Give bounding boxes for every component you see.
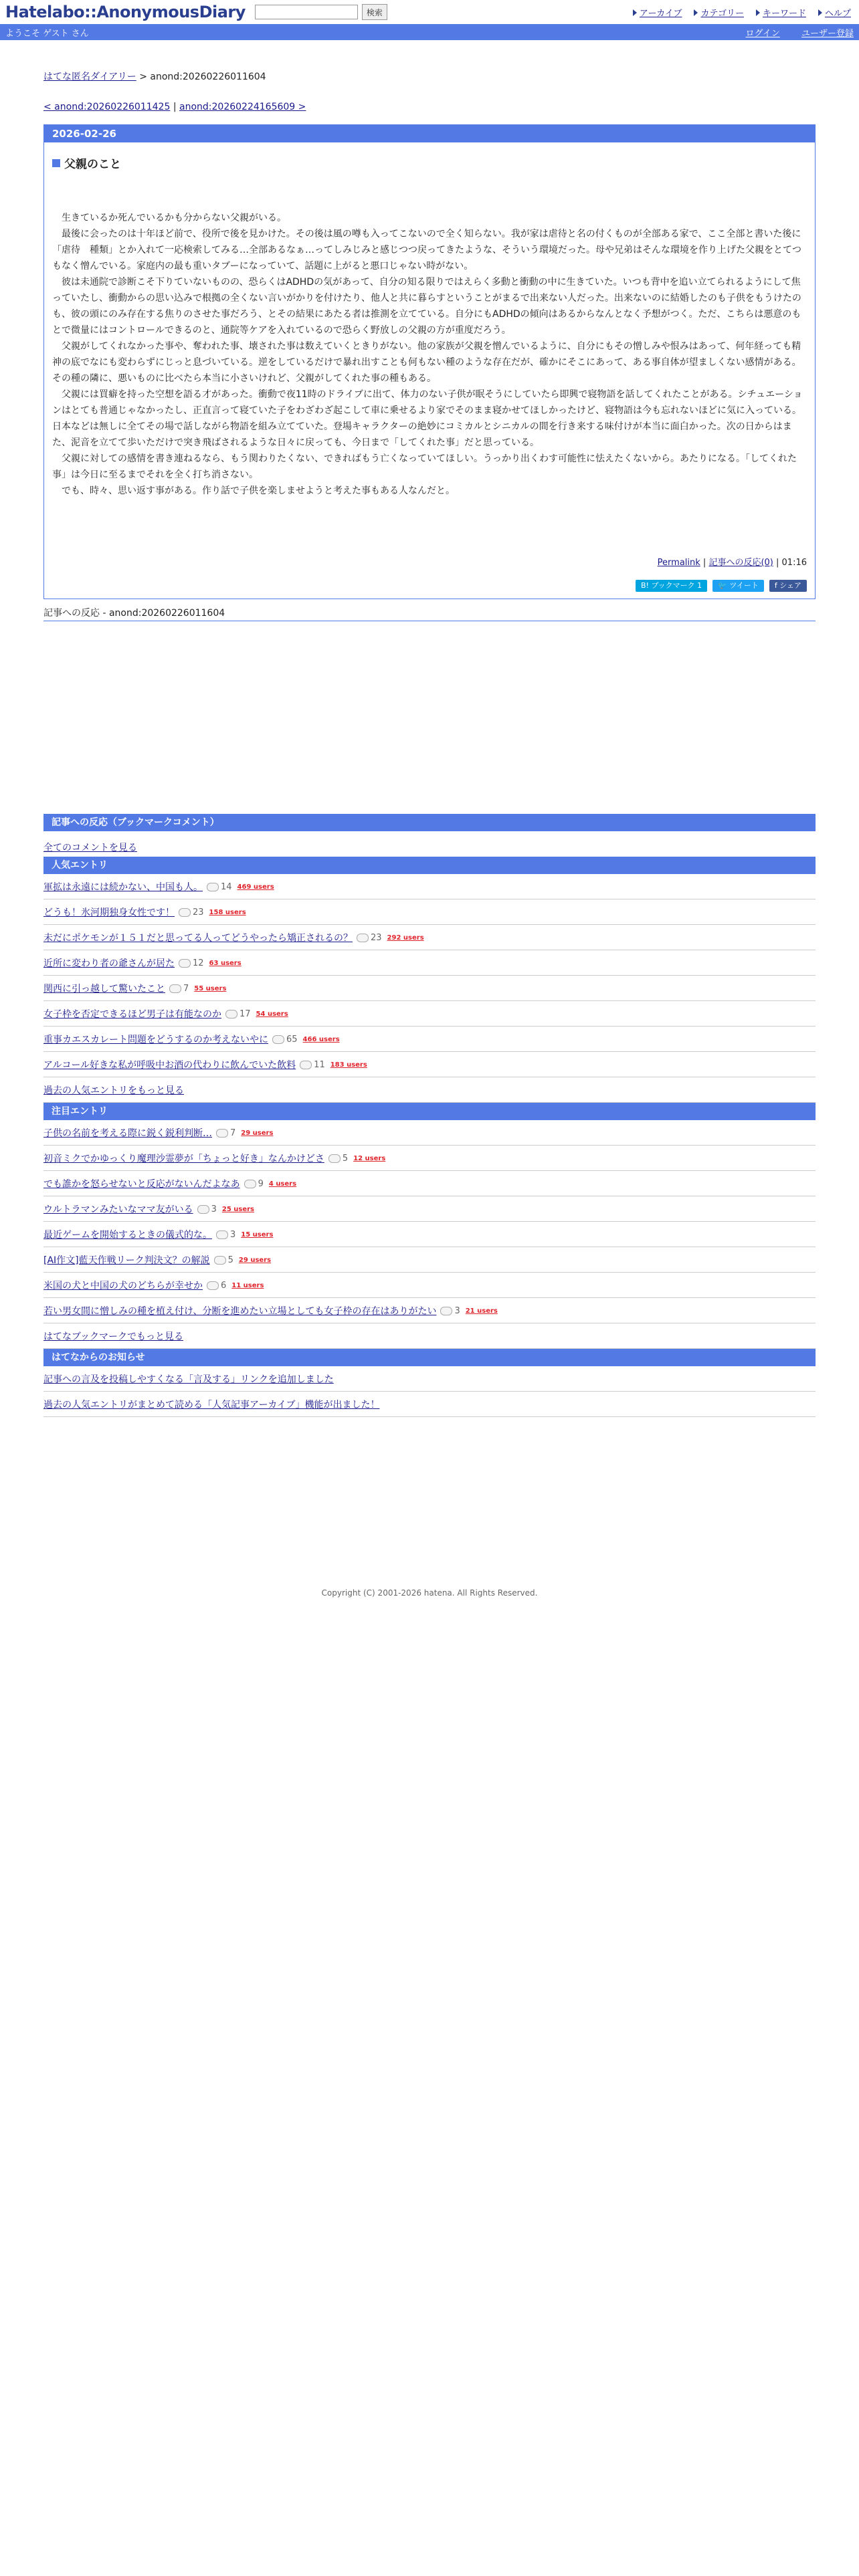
list-item — [43, 1298, 816, 1323]
popular-entries-header: 人気エントリ — [43, 857, 816, 874]
breadcrumb-current: anond:20260226011604 — [150, 72, 266, 82]
search-button[interactable]: 検索 — [362, 4, 387, 20]
entry-paragraph: 生きているか死んでいるかも分からない父親がいる。 — [62, 213, 286, 223]
comment-count-value: 23 — [371, 932, 382, 943]
tweet-label: ツイート — [729, 581, 759, 590]
nav-category[interactable] — [694, 6, 743, 19]
comment-count-value: 23 — [193, 907, 204, 918]
comment-count[interactable] — [225, 1009, 251, 1019]
hatena-news-header: はてなからのお知らせ — [43, 1349, 816, 1366]
list-item — [43, 925, 816, 950]
site-logo[interactable]: Hatelabo::AnonymousDiary — [5, 3, 246, 21]
entry-paragraph: 父親がしてくれなかった事や、奪われた事、壊された事は数えていくときりがない。他の家族が父親を憎んでいるように、自分にもその憎しみや恨みはあって、何年経っても精神の底でなにも変わらずにじっと息づいている。逆をしているだけで暴れ出すことも何もない種のような存在だが、確かにそこにあって、ある事自体が望ましくない感情がある。その種の隣に、悪いものに比べたら本当に小さいけれど、父親がしてくれた事の種もある。 — [52, 341, 801, 384]
users-count-badge[interactable]: 15 users — [241, 1230, 274, 1239]
comment-count-value: 5 — [342, 1153, 349, 1164]
triangle-icon — [694, 9, 698, 16]
list-item — [43, 1273, 816, 1298]
speech-bubble-icon — [440, 1307, 452, 1315]
speech-bubble-icon — [225, 1010, 237, 1018]
twitter-bird-icon: 🐦 — [718, 581, 730, 590]
bookmark-comments-header: 記事への反応（ブックマークコメント） — [43, 814, 816, 831]
search-input[interactable] — [255, 5, 358, 19]
reactions-link[interactable]: 記事への反応(0) — [708, 558, 773, 568]
triangle-icon — [818, 9, 822, 16]
comment-count-value: 3 — [454, 1305, 460, 1316]
list-item — [43, 976, 816, 1001]
notable-entries-header: 注目エントリ — [43, 1103, 816, 1120]
list-item — [43, 1027, 816, 1052]
speech-bubble-icon — [169, 984, 181, 993]
entry-title[interactable] — [52, 154, 807, 171]
twitter-share-button[interactable] — [712, 580, 764, 592]
hatena-bookmark-button[interactable]: B! ブックマーク 1 — [636, 580, 707, 592]
nav-keyword[interactable] — [756, 6, 806, 19]
speech-bubble-icon — [214, 1256, 226, 1265]
users-count-badge[interactable]: 158 users — [209, 908, 246, 916]
entry-paragraph: 最後に会ったのは十年ほど前で、役所で後を見かけた。その後は風の噂も入ってこないので全く知らない。我が家は虐待と名の付くものが全部ある家で、ここ全部と書いた後に「虐待 種類」とか入れて一応検索してみる…全部あるなぁ…ってしみじみと感じつつ戻ってきたような、そういう環境だった。母や兄弟はそんな環境を作り上げた父親をとてつもなく憎んでいる。家庭内の最も重いタブーになっていて、話題に上がると悪口じゃない時がない。 — [52, 229, 801, 272]
speech-bubble-icon — [216, 1129, 228, 1138]
entry-body — [44, 142, 815, 599]
notable-entries-list — [43, 1120, 816, 1323]
comment-count[interactable] — [272, 1035, 298, 1045]
entry-link[interactable]: 未だにポケモンが１５１だと思ってる人ってどうやったら矯正されるの？ — [43, 933, 353, 944]
entry-link[interactable]: 米国の犬と中国の犬のどちらが幸せか — [43, 1281, 203, 1291]
entry-link[interactable]: 近所に変わり者の爺さんが居た — [43, 958, 175, 969]
entry-link[interactable]: 重事カエスカレート問題をどうするのか考えないやに — [43, 1035, 268, 1045]
news-link[interactable]: 過去の人気エントリがまとめて読める「人気記事アーカイブ」機能が出ました！ — [43, 1400, 380, 1410]
list-item — [43, 1247, 816, 1273]
news-item — [43, 1392, 816, 1417]
nav-category-label: カテゴリー — [700, 9, 744, 19]
speech-bubble-icon — [357, 934, 369, 942]
entry-footer: Permalink | 記事への反応(0) | 01:16 — [657, 558, 807, 568]
next-entry-link[interactable]: anond:20260224165609 > — [179, 102, 306, 112]
comment-count[interactable] — [207, 1281, 226, 1291]
nav-help[interactable] — [818, 6, 851, 19]
nav-keyword-label: キーワード — [762, 9, 806, 19]
comment-count-value: 3 — [230, 1229, 236, 1240]
speech-bubble-icon — [197, 1205, 209, 1214]
speech-bubble-icon — [244, 1180, 256, 1188]
users-count-badge[interactable]: 54 users — [256, 1010, 288, 1018]
entry-link[interactable]: 子供の名前を考える際に鋭く鋭利判断… — [43, 1128, 212, 1139]
speech-bubble-icon — [207, 1281, 219, 1290]
entry-date: 2026-02-26 — [44, 125, 815, 142]
entry-link[interactable]: どうも！氷河期独身女性です！ — [43, 907, 175, 918]
comment-count-value: 7 — [183, 983, 189, 994]
main-content — [43, 40, 816, 1598]
comment-count-value: 5 — [227, 1255, 233, 1265]
entry-title-text: 父親のこと — [64, 158, 121, 171]
comment-count-value: 65 — [286, 1034, 298, 1045]
login-link[interactable]: ログイン — [745, 28, 780, 39]
speech-bubble-icon — [179, 908, 191, 917]
users-count-badge[interactable]: 21 users — [465, 1307, 498, 1315]
entry-link[interactable]: 初音ミクでかゆっくり魔理沙霊夢が「ちょっと好き」なんかけどさ — [43, 1154, 324, 1164]
users-count-badge[interactable]: 11 users — [231, 1281, 264, 1289]
list-item — [43, 899, 816, 925]
facebook-icon: f — [774, 581, 780, 590]
comment-count-value: 7 — [230, 1128, 236, 1138]
list-item — [43, 1001, 816, 1027]
comment-count[interactable] — [300, 1060, 325, 1070]
entry-link[interactable]: 最近ゲームを開始するときの儀式的な。 — [43, 1230, 212, 1241]
list-item — [43, 1146, 816, 1171]
users-count-badge[interactable]: 12 users — [353, 1154, 386, 1162]
square-bullet-icon — [52, 159, 60, 167]
breadcrumb-separator: > — [136, 72, 151, 82]
entry-box — [43, 124, 816, 599]
users-count-badge[interactable]: 292 users — [387, 934, 424, 942]
all-comments-link[interactable]: 全てのコメントを見る — [43, 843, 137, 853]
entry-link[interactable]: 関西に引っ越して驚いたこと — [43, 984, 165, 994]
users-count-badge[interactable]: 55 users — [194, 984, 227, 992]
comment-count[interactable] — [244, 1179, 264, 1189]
entry-link[interactable]: 女子枠を否定できるほど男子は有能なのか — [43, 1009, 221, 1020]
list-item — [43, 1120, 816, 1146]
users-count-badge[interactable]: 4 users — [268, 1180, 297, 1188]
prev-entry-link[interactable]: < anond:20260226011425 — [43, 102, 171, 112]
breadcrumb — [43, 70, 816, 83]
entry-link[interactable]: 軍拡は永遠には続かない、中国も人。 — [43, 882, 203, 893]
speech-bubble-icon — [328, 1154, 341, 1163]
nav-archive-label: アーカイブ — [639, 9, 682, 19]
speech-bubble-icon — [207, 883, 219, 891]
triangle-icon — [633, 9, 637, 16]
register-link[interactable]: ユーザー登録 — [801, 28, 854, 39]
share-label: シェア — [779, 581, 801, 590]
comment-count-value: 3 — [211, 1204, 217, 1214]
comment-count-value: 6 — [221, 1280, 227, 1291]
comment-count[interactable] — [207, 882, 232, 892]
list-item — [43, 1196, 816, 1222]
users-count-badge[interactable]: 183 users — [330, 1061, 367, 1069]
comment-count-value: 12 — [193, 958, 204, 968]
speech-bubble-icon — [300, 1061, 312, 1069]
reactions-heading: 記事への反応 - anond:20260226011604 — [43, 606, 816, 621]
comment-count[interactable] — [328, 1154, 348, 1164]
all-comments-row — [43, 831, 816, 857]
popular-entries-list — [43, 874, 816, 1077]
share-buttons — [52, 580, 807, 592]
top-bar — [0, 0, 859, 24]
comment-count-value: 17 — [240, 1008, 251, 1019]
users-count-badge[interactable]: 29 users — [241, 1129, 274, 1137]
entry-link[interactable]: 若い男女間に憎しみの種を植え付け、分断を進めたい立場としても女子枠の存在はありがたい — [43, 1306, 437, 1317]
comment-count-value: 14 — [221, 881, 232, 892]
users-count-badge[interactable]: 63 users — [209, 959, 242, 967]
comment-count[interactable] — [357, 933, 382, 943]
entry-link[interactable]: アルコール好きな私が呼吸中お酒の代わりに飲んでいた飲料 — [43, 1060, 296, 1071]
welcome-bar — [0, 24, 859, 40]
comment-count[interactable] — [169, 984, 189, 994]
users-count-badge[interactable]: 469 users — [237, 883, 274, 891]
triangle-icon — [756, 9, 760, 16]
users-count-badge[interactable]: 25 users — [221, 1205, 255, 1213]
users-count-badge[interactable]: 466 users — [302, 1035, 340, 1043]
entry-paragraph: 彼は未通院で診断こそ下りていないものの、恐らくはADHDの気があって、自分の知る限りではえらく多動と衝動の中に生きていた。いつも背中を追い立てられるようにして焦っていたし、衝動からの思い込みで根拠の全くない言いがかりを付けたり、他人と共に暮らすということがまるで出来ない人だった。出来ないのに結婚したのも子供をもうけたのも、彼の頭にのみ存在する焦りのさせた事だろう、とその結果にあたる者は推測を立てている。自分にもADHDの傾向はあるからなんとなく予想がつく。ただ、こちらは悪意のもとで微量にはコントロールできるのと、通院等ケアを入れているので恐らく野放しの父親の方が重度だろう。 — [52, 277, 801, 336]
comment-count-value: 11 — [314, 1059, 325, 1070]
entry-paragraph: 父親に対しての感情を書き連ねるなら、もう関わりたくない、できればもう亡くなっていてほしい。うっかり出くわす可能性に怯えたくないから。あたりになる。「してくれた事」は今日に至るまでそれを全く打ち消さない。 — [52, 453, 797, 480]
ad-space — [43, 621, 816, 814]
users-count-badge[interactable]: 29 users — [238, 1256, 272, 1264]
copyright: Copyright (C) 2001-2026 hatena. All Rights Reserved. — [321, 1588, 538, 1598]
entry-link[interactable]: でも誰かを怒らせないと反応がないんだよなあ — [43, 1179, 240, 1190]
entry-time: 01:16 — [781, 558, 807, 568]
nav-help-label: ヘルプ — [824, 9, 851, 19]
breadcrumb-home[interactable]: はてな匿名ダイアリー — [43, 72, 136, 82]
popular-more-link[interactable]: 過去の人気エントリをもっと見る — [43, 1085, 184, 1096]
permalink[interactable]: Permalink — [657, 558, 700, 568]
news-link[interactable]: 記事への言及を投稿しやすくなる「言及する」リンクを追加しました — [43, 1374, 334, 1385]
entry-nav-separator: | — [170, 102, 180, 112]
news-item — [43, 1366, 816, 1392]
popular-more-row — [43, 1077, 816, 1103]
list-item — [43, 1222, 816, 1247]
entry-link[interactable]: [AI作文]藍天作戦リーク判決文？の解説 — [43, 1255, 210, 1266]
comment-count[interactable] — [440, 1306, 460, 1316]
list-item — [43, 1052, 816, 1077]
notable-more-link[interactable]: はてなブックマークでもっと見る — [43, 1331, 184, 1342]
speech-bubble-icon — [272, 1035, 284, 1044]
entry-paragraph: 父親には買癖を持った空想を語る才があった。衝動で夜11時のドライブに出て、体力のない子供が眠そうにしていたら即興で寝物語を話してくれたことがある。シチュエーションはとても普通じゃなかったし、正直言って寝ていた子をわざわざ起こして車に乗せるより家でそのまま寝かせてほしかったけど、寝物語は今も忘れないほどに気に入っている。日本などは無しに全てその場で話しながら物語を組み立てていた。登場キャラクターの絶妙にコミカルとシニカルの間を行き来する味付けが本当に面白かった。次の日からはまた、泥音を立てて歩いただけで突き飛ばされるような日々に戻っても、今日まで「してくれた事」だと思っている。 — [52, 389, 803, 448]
top-nav — [633, 6, 851, 19]
comment-count[interactable] — [197, 1204, 217, 1214]
entry-link[interactable]: ウルトラマンみたいなママ友がいる — [43, 1204, 193, 1215]
list-item — [43, 874, 816, 899]
speech-bubble-icon — [216, 1230, 228, 1239]
notable-more-row — [43, 1323, 816, 1349]
comment-count[interactable] — [216, 1128, 235, 1138]
nav-archive[interactable] — [633, 6, 682, 19]
facebook-share-button[interactable] — [769, 580, 807, 592]
list-item — [43, 1171, 816, 1196]
account-links — [727, 26, 854, 39]
welcome-text: ようこそ ゲスト さん — [5, 28, 89, 39]
comment-count[interactable] — [179, 907, 204, 918]
entry-paragraph: でも、時々、思い返す事がある。作り話で子供を楽しませようと考えた事もある人なんだと。 — [62, 486, 455, 496]
comment-count[interactable] — [216, 1230, 235, 1240]
list-item — [43, 950, 816, 976]
speech-bubble-icon — [179, 959, 191, 968]
entry-navigation — [43, 102, 816, 112]
comment-count[interactable] — [214, 1255, 233, 1265]
comment-count-value: 9 — [258, 1178, 264, 1189]
comment-count[interactable] — [179, 958, 204, 968]
